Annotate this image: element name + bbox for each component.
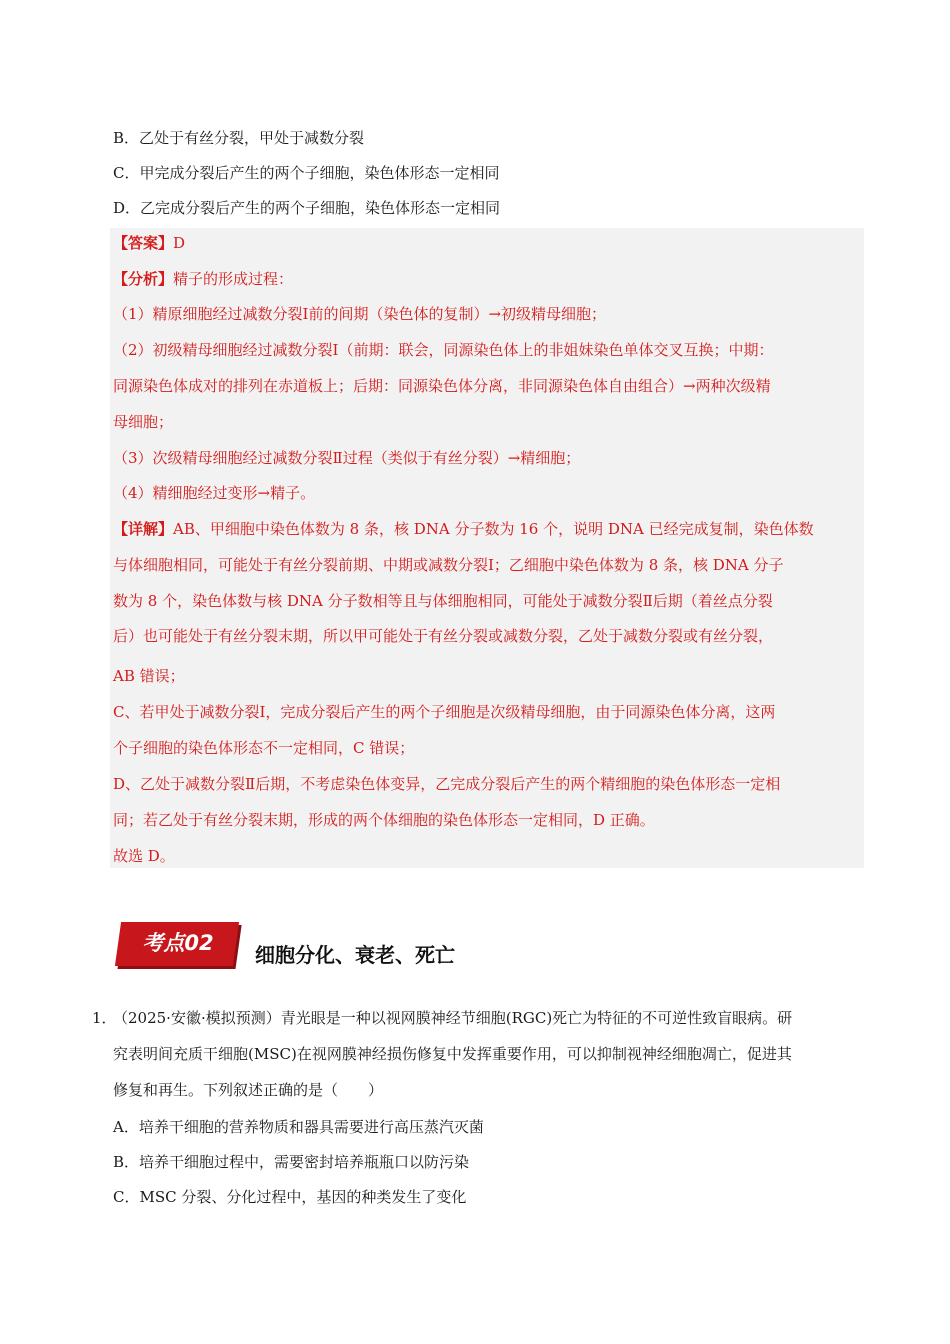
detail-line: 数为 8 个，染色体数与核 DNA 分子数相等且与体细胞相同，可能处于减数分裂Ⅱ后期（着丝点分裂 (113, 592, 773, 610)
option-d: D．乙完成分裂后产生的两个子细胞，染色体形态一定相同 (113, 199, 501, 217)
section-badge: 考点02 (142, 931, 214, 955)
option-b: B．培养干细胞过程中，需要密封培养瓶瓶口以防污染 (113, 1153, 470, 1171)
detail-line: 故选 D。 (113, 847, 175, 865)
detail-line: 与体细胞相同，可能处于有丝分裂前期、中期或减数分裂Ⅰ；乙细胞中染色体数为 8 条，核 DNA 分子 (113, 556, 784, 574)
answer-line (113, 233, 185, 253)
detail-tag: 【详解】 (113, 520, 174, 538)
answer-explanation-box (110, 228, 864, 868)
detail-line: 同；若乙处于有丝分裂末期，形成的两个体细胞的染色体形态一定相同，D 正确。 (113, 811, 655, 829)
analysis-line: （3）次级精母细胞经过减数分裂Ⅱ过程（类似于有丝分裂）→精细胞； (113, 449, 581, 467)
detail-text: AB、甲细胞中染色体数为 8 条，核 DNA 分子数为 16 个，说明 DNA 已经完成复制，染色体数 (173, 520, 814, 538)
question-stem-line: （2025·安徽·模拟预测）青光眼是一种以视网膜神经节细胞(RGC)死亡为特征的不可逆性致盲眼病。研 (113, 1009, 793, 1027)
analysis-line: （4）精细胞经过变形→精子。 (113, 484, 316, 502)
question-stem-line: 修复和再生。下列叙述正确的是（ ） (113, 1081, 384, 1099)
detail-line: C、若甲处于减数分裂Ⅰ，完成分裂后产生的两个子细胞是次级精母细胞，由于同源染色体分离，这两 (113, 703, 776, 721)
analysis-line: 母细胞； (113, 413, 174, 431)
analysis-line: 同源染色体成对的排列在赤道板上；后期：同源染色体分离，非同源染色体自由组合）→两种次级精 (113, 377, 771, 395)
analysis-line (113, 269, 293, 289)
analysis-tag: 【分析】 (113, 270, 174, 288)
detail-line: 个子细胞的染色体形态不一定相同，C 错误； (113, 739, 415, 757)
answer-tag: 【答案】 (113, 234, 174, 252)
answer-value: D (173, 234, 186, 252)
option-a: A．培养干细胞的营养物质和器具需要进行高压蒸汽灭菌 (113, 1118, 484, 1136)
detail-line (113, 519, 814, 539)
detail-line: 后）也可能处于有丝分裂末期，所以甲可能处于有丝分裂或减数分裂，乙处于减数分裂或有丝分裂， (113, 627, 774, 645)
section-title: 细胞分化、衰老、死亡 (255, 943, 455, 967)
detail-line: D、乙处于减数分裂Ⅱ后期，不考虑染色体变异，乙完成分裂后产生的两个精细胞的染色体形态一定相 (113, 775, 781, 793)
question-number: 1． (92, 1009, 117, 1027)
option-c: C．MSC 分裂、分化过程中，基因的种类发生了变化 (113, 1188, 467, 1206)
analysis-line: （2）初级精母细胞经过减数分裂Ⅰ（前期：联会，同源染色体上的非姐妹染色单体交叉互换；中期： (113, 341, 774, 359)
option-c: C．甲完成分裂后产生的两个子细胞，染色体形态一定相同 (113, 164, 500, 182)
option-b: B．乙处于有丝分裂，甲处于减数分裂 (113, 129, 365, 147)
question-stem-line: 究表明间充质干细胞(MSC)在视网膜神经损伤修复中发挥重要作用，可以抑制视神经细胞凋亡，促进其 (113, 1045, 792, 1063)
analysis-line: （1）精原细胞经过减数分裂Ⅰ前的间期（染色体的复制）→初级精母细胞； (113, 305, 607, 323)
analysis-text: 精子的形成过程： (173, 270, 294, 288)
detail-line: AB 错误； (113, 667, 185, 685)
